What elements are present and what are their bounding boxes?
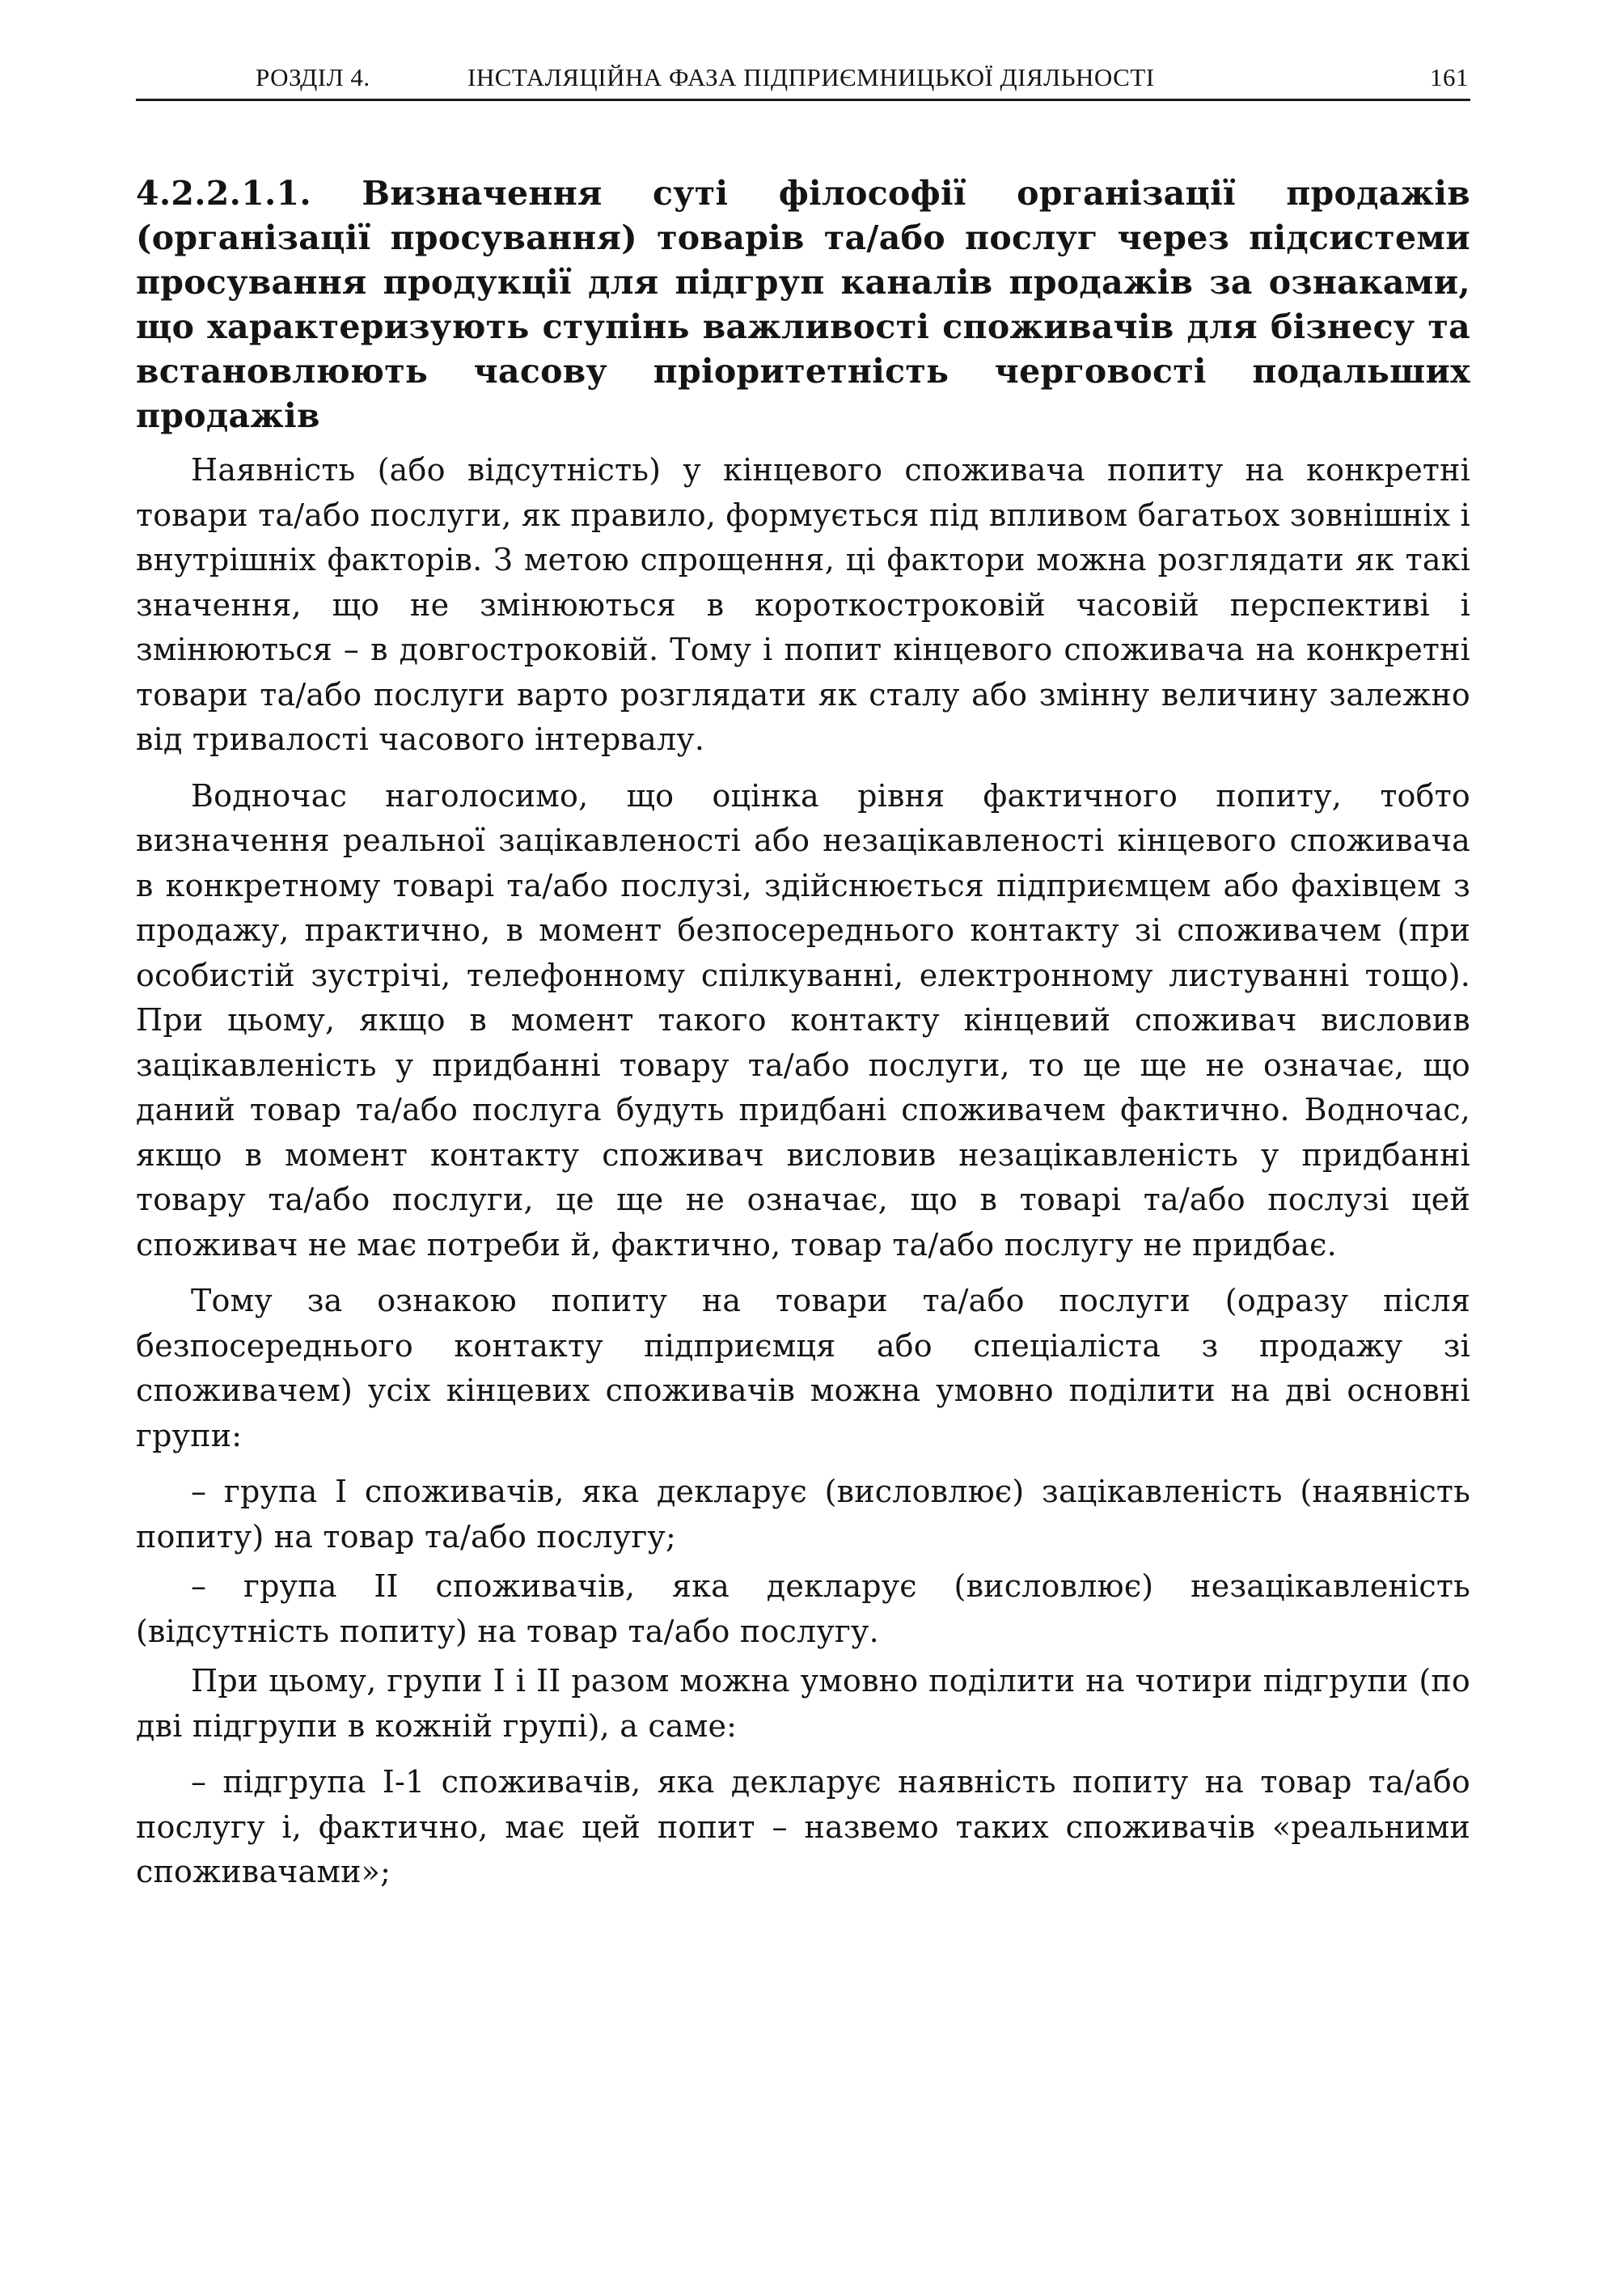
page-body bbox=[136, 171, 1470, 1900]
list-item-subgroup-1-1: – підгрупа І-1 споживачів, яка декларує наявність попиту на товар та/або послугу і, фактично, має цей попит – назвемо таких споживачів «реальними споживачами»; bbox=[136, 1764, 1470, 1889]
paragraph-four-subgroups-intro: При цьому, групи І і ІІ разом можна умовно поділити на чотири підгрупи (по дві підгрупи в кожній групі), а саме: bbox=[136, 1663, 1470, 1744]
running-header bbox=[136, 58, 1470, 101]
page-number: 161 bbox=[1430, 63, 1469, 91]
paragraph-demand-assessment: Водночас наголосимо, що оцінка рівня фактичного попиту, тобто визначення реальної зацікавленості або незацікавленості кінцевого споживача в конкретному товарі та/або послузі, здійснюється підприємцем або фахівцем з продажу, практично, в момент безпосереднього контакту зі споживачем (при особистій зустрічі, телефонному спілкуванні, електронному листуванні тощо). При цьому, якщо в момент такого контакту кінцевий споживач висловив зацікавленість у придбанні товару та/або послуги, то це ще не означає, що даний товар та/або послуга будуть придбані споживачем фактично. Водночас, якщо в момент контакту споживач висловив незацікавленість у придбанні товару та/або послуги, це ще не означає, що в товарі та/або послузі цей споживач не має потреби й, фактично, товар та/або послугу не придбає. bbox=[136, 777, 1470, 1263]
paragraph-demand-factors: Наявність (або відсутність) у кінцевого споживача попиту на конкретні товари та/або послуги, як правило, формується під впливом багатьох зовнішніх і внутрішніх факторів. З метою спрощення, ці фактори можна розглядати як такі значення, що не змінюються в короткостроковій часовій перспективі і змінюються – в довгостроковій. Тому і попит кінцевого споживача на конкретні товари та/або послуги варто розглядати як сталу або змінну величину залежно від тривалості часового інтервалу. bbox=[136, 452, 1470, 757]
chapter-label: РОЗДІЛ 4. bbox=[256, 63, 370, 91]
paragraph-two-groups-intro: Тому за ознакою попиту на товари та/або послуги (одразу після безпосереднього контакту підприємця або спеціаліста з продажу зі споживачем) усіх кінцевих споживачів можна умовно поділити на дві основні групи: bbox=[136, 1283, 1470, 1453]
list-item-group-2: – група ІІ споживачів, яка декларує (висловлює) незацікавленість (відсутність попиту) на товар та/або послугу. bbox=[136, 1568, 1470, 1649]
chapter-title: ІНСТАЛЯЦІЙНА ФАЗА ПІДПРИЄМНИЦЬКОЇ ДІЯЛЬНОСТІ bbox=[467, 63, 1155, 91]
list-item-group-1: – група І споживачів, яка декларує (висловлює) зацікавленість (наявність попиту) на товар та/або послугу; bbox=[136, 1474, 1470, 1555]
section-heading: 4.2.2.1.1. Визначення суті філософії організації продажів (організації просування) товарів та/або послуг через підсистеми просування продукції для підгруп каналів продажів за ознаками, що характеризують ступінь важливості споживачів для бізнесу та встановлюють часову пріоритетність черговості подальших продажів bbox=[136, 174, 1470, 435]
